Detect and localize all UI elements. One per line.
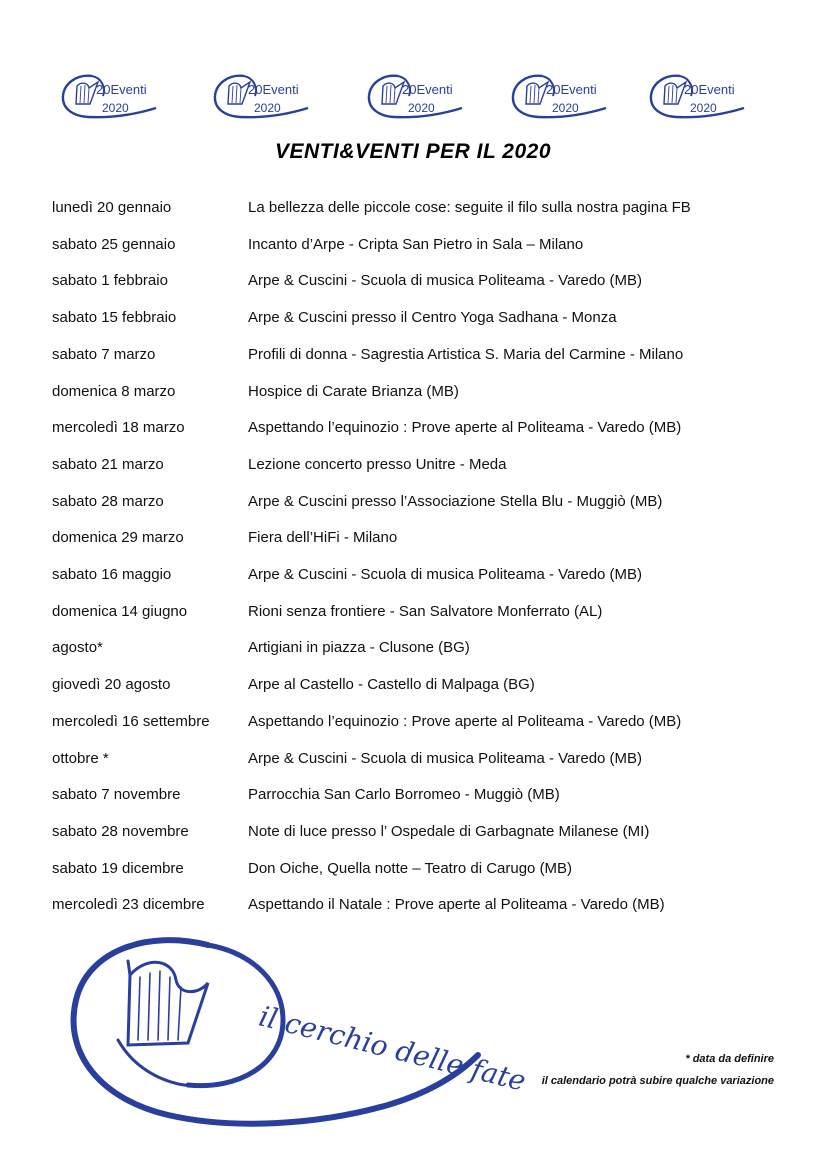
harp-swirl-logo-icon (364, 68, 464, 122)
event-logo-1 (58, 68, 158, 122)
logo-text-top: 20Eventi (248, 82, 299, 97)
event-description: Hospice di Carate Brianza (MB) (248, 382, 459, 400)
harp-circle-logo-icon (58, 925, 530, 1140)
event-date: sabato 15 febbraio (52, 309, 177, 327)
event-description: Don Oiche, Quella notte – Teatro di Carugo (MB) (248, 859, 573, 877)
event-description: Note di luce presso l’ Ospedale di Garbagnate Milanese (MI) (248, 822, 650, 840)
event-date: mercoledì 23 dicembre (52, 896, 205, 914)
event-description: Arpe & Cuscini presso l’Associazione Stella Blu - Muggiò (MB) (248, 492, 663, 510)
event-date: mercoledì 18 marzo (52, 419, 185, 437)
event-description: Arpe & Cuscini presso il Centro Yoga Sadhana - Monza (248, 309, 617, 327)
logo-text-bottom: 2020 (552, 101, 579, 115)
event-date: domenica 14 giugno (52, 602, 188, 620)
event-description: Arpe al Castello - Castello di Malpaga (BG) (248, 676, 535, 694)
event-logo-2 (210, 68, 310, 122)
event-date: mercoledì 16 settembre (52, 712, 210, 730)
event-description: Aspettando l’equinozio : Prove aperte al Politeama - Varedo (MB) (248, 419, 682, 437)
event-date: giovedì 20 agosto (52, 676, 171, 694)
event-date: sabato 16 maggio (52, 566, 172, 583)
event-description: Profili di donna - Sagrestia Artistica S. Maria del Carmine - Milano (248, 345, 684, 363)
event-logo-4 (508, 68, 608, 122)
event-date: sabato 19 dicembre (52, 859, 184, 877)
event-description: Rioni senza frontiere - San Salvatore Monferrato (AL) (248, 602, 603, 620)
event-date: domenica 8 marzo (52, 382, 176, 400)
logo-text-bottom: 2020 (254, 101, 281, 115)
event-description: Incanto d’Arpe - Cripta San Pietro in Sala – Milano (248, 235, 584, 253)
note-date-tbd: * data da definire (685, 1053, 774, 1065)
event-date: agosto* (52, 639, 103, 657)
event-description: Arpe & Cuscini - Scuola di musica Politeama - Varedo (MB) (248, 749, 643, 767)
notes (542, 1048, 774, 1092)
il-cerchio-delle-fate-logo (58, 925, 530, 1140)
note-calendar-variation: il calendario potrà subire qualche variazione (541, 1075, 774, 1087)
event-date: lunedì 20 gennaio (52, 199, 172, 216)
event-date: sabato 25 gennaio (52, 235, 176, 253)
event-description: Arpe & Cuscini - Scuola di musica Politeama - Varedo (MB) (248, 272, 643, 290)
logo-text-top: 20Eventi (546, 82, 597, 97)
harp-swirl-logo-icon (58, 68, 158, 122)
logo-text-bottom: 2020 (690, 101, 717, 115)
logo-text-top: 20Eventi (96, 82, 147, 97)
event-description: Aspettando l’equinozio : Prove aperte al Politeama - Varedo (MB) (248, 712, 682, 730)
event-date: sabato 28 marzo (52, 492, 164, 510)
event-description: Arpe & Cuscini - Scuola di musica Politeama - Varedo (MB) (248, 566, 643, 583)
logo-text-bottom: 2020 (102, 101, 129, 115)
logo-text-top: 20Eventi (402, 82, 453, 97)
page-title: VENTI&VENTI PER IL 2020 (274, 140, 552, 163)
harp-swirl-logo-icon (210, 68, 310, 122)
event-description: Aspettando il Natale : Prove aperte al Politeama - Varedo (MB) (248, 896, 665, 914)
event-logo-5 (646, 68, 746, 122)
event-description: Artigiani in piazza - Clusone (BG) (248, 639, 470, 657)
event-date: sabato 1 febbraio (52, 272, 168, 290)
event-date: domenica 29 marzo (52, 529, 184, 547)
event-description: Parrocchia San Carlo Borromeo - Muggiò (MB) (248, 786, 560, 804)
logo-text-top: 20Eventi (684, 82, 735, 97)
event-date: sabato 7 marzo (52, 345, 156, 363)
harp-swirl-logo-icon (646, 68, 746, 122)
event-date: sabato 7 novembre (52, 786, 181, 804)
event-date: ottobre * (52, 749, 109, 767)
event-description: Fiera dell’HiFi - Milano (248, 529, 398, 547)
harp-swirl-logo-icon (508, 68, 608, 122)
logo-text-bottom: 2020 (408, 101, 435, 115)
logo-row (0, 68, 826, 122)
event-date: sabato 28 novembre (52, 822, 189, 840)
event-description: Lezione concerto presso Unitre - Meda (248, 455, 507, 473)
event-date: sabato 21 marzo (52, 455, 164, 473)
event-logo-3 (364, 68, 464, 122)
event-description: La bellezza delle piccole cose: seguite il filo sulla nostra pagina FB (248, 199, 691, 216)
svg-text:il cerchio delle fate: il cerchio delle fate (255, 999, 530, 1098)
